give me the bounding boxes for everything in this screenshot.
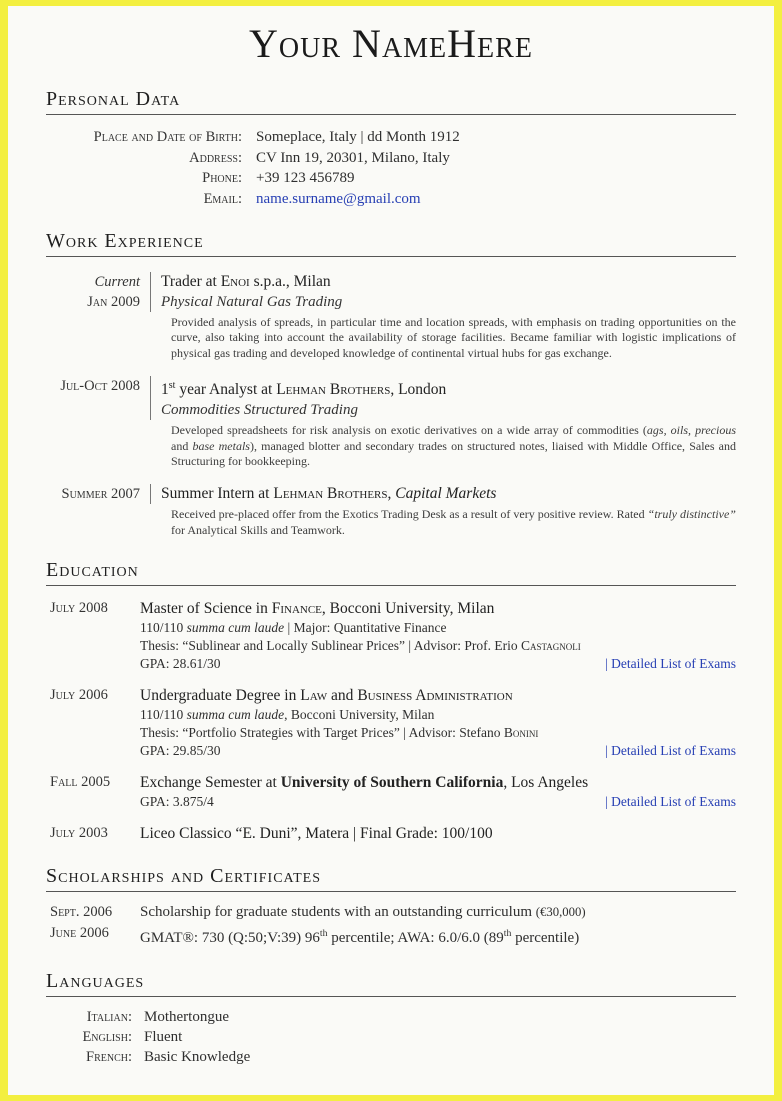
work-title: 1st year Analyst at Lehman Brothers, London <box>161 380 447 399</box>
work-subtitle: Physical Natural Gas Trading <box>161 294 343 310</box>
education-date: July 2008 <box>50 600 108 617</box>
language-label: English: <box>82 1029 132 1046</box>
language-value: Mothertongue <box>144 1009 229 1026</box>
education-entry <box>46 686 736 760</box>
scholarship-date: Sept. 2006 <box>50 904 113 921</box>
scholarship-text: GMAT®: 730 (Q:50;V:39) 96th percentile; AWA: 6.0/6.0 (89th percentile) <box>140 928 580 947</box>
work-date: Summer 2007 <box>61 486 140 503</box>
work-entry-dates <box>46 272 150 312</box>
language-row <box>46 1047 736 1067</box>
education-entry <box>46 824 736 844</box>
personal-data-row <box>46 189 736 210</box>
education-grade-line: 110/110 summa cum laude | Major: Quantitative Finance <box>140 620 447 636</box>
education-entry-body <box>140 599 736 673</box>
education-title: Master of Science in Finance, Bocconi University, Milan <box>140 600 495 618</box>
scholarship-row <box>46 923 736 949</box>
exams-link[interactable]: | Detailed List of Exams <box>605 794 736 810</box>
personal-data-row <box>46 148 736 169</box>
work-description: Provided analysis of spreads, in particular time and location spreads, with emphasis on trading opportunities on the curve, also taking into account the availability of storage facilities. Became familiar with logistic implications of physical gas trading and developed knowledge of continental virtual hubs for gas exchange. <box>171 315 736 360</box>
language-label: Italian: <box>86 1009 132 1026</box>
work-entry-dates <box>46 376 150 420</box>
work-entry <box>46 376 736 469</box>
work-date-current: Current <box>94 274 140 290</box>
work-title: Summer Intern at Lehman Brothers, Capital Markets <box>161 485 497 503</box>
education-date: July 2003 <box>50 825 108 842</box>
education-title: Liceo Classico “E. Duni”, Matera | Final Grade: 100/100 <box>140 825 493 843</box>
work-date: Jul-Oct 2008 <box>60 378 140 395</box>
birth-label: Place and Date of Birth: <box>93 129 242 145</box>
education-entry-body <box>140 773 736 811</box>
scholarships-section <box>46 902 736 949</box>
exams-link[interactable]: | Detailed List of Exams <box>605 656 736 672</box>
gpa-value: GPA: 28.61/30 <box>140 656 221 672</box>
work-entry-header-row <box>46 484 736 504</box>
section-heading-languages: Languages <box>46 970 736 997</box>
education-entry <box>46 773 736 811</box>
education-title: Exchange Semester at University of Southern California, Los Angeles <box>140 774 589 792</box>
personal-data-row <box>46 127 736 148</box>
section-heading-scholarships: Scholarships and Certificates <box>46 865 736 892</box>
phone-value: +39 123 456789 <box>256 170 355 186</box>
address-label: Address: <box>189 149 242 166</box>
scholarship-text: Scholarship for graduate students with an outstanding curriculum (€30,000) <box>140 904 586 921</box>
work-description: Developed spreadsheets for risk analysis on exotic derivatives on a wide array of commodities (ags, oils, precious and base metals), managed blotter and secondary trades on structured notes, liaised with Middle Office, Sales and Structuring for bookkeeping. <box>171 423 737 468</box>
education-date: Fall 2005 <box>50 774 111 791</box>
education-entry <box>46 599 736 673</box>
resume-page <box>8 6 774 1095</box>
email-link[interactable]: name.surname@gmail.com <box>256 190 421 207</box>
language-row <box>46 1027 736 1047</box>
education-title: Undergraduate Degree in Law and Business Administration <box>140 687 513 705</box>
work-entry-head <box>150 272 342 312</box>
scholarship-date: June 2006 <box>50 925 109 942</box>
work-entry-head <box>150 484 496 504</box>
section-heading-education: Education <box>46 559 736 586</box>
work-entry <box>46 272 736 361</box>
section-heading-personal-data: Personal Data <box>46 88 736 115</box>
personal-data-row <box>46 168 736 189</box>
section-heading-work-experience: Work Experience <box>46 230 736 257</box>
education-entry-body <box>140 824 736 844</box>
scholarship-row <box>46 902 736 923</box>
phone-label: Phone: <box>202 170 242 186</box>
name-title: Your NameHere <box>249 21 533 66</box>
personal-data-section <box>46 127 736 209</box>
language-value: Fluent <box>144 1029 183 1046</box>
exams-link[interactable]: | Detailed List of Exams <box>605 743 736 759</box>
language-label: French: <box>86 1049 132 1066</box>
language-value: Basic Knowledge <box>144 1049 251 1066</box>
work-entry-header-row <box>46 272 736 312</box>
education-meta-row <box>140 655 736 673</box>
work-entry <box>46 484 736 538</box>
education-meta-row <box>140 742 736 760</box>
education-grade-line: 110/110 summa cum laude, Bocconi University, Milan <box>140 707 435 723</box>
work-entry-header-row <box>46 376 736 420</box>
gpa-value: GPA: 3.875/4 <box>140 794 214 810</box>
work-entry-dates <box>46 484 150 504</box>
education-entry-body <box>140 686 736 760</box>
work-description: Received pre-placed offer from the Exotics Trading Desk as a result of very positive review. Rated “truly distinctive” for Analytical Skills and Teamwork. <box>171 507 736 537</box>
education-date: July 2006 <box>50 687 108 704</box>
address-value: CV Inn 19, 20301, Milano, Italy <box>256 149 450 166</box>
work-entry-head <box>150 376 446 420</box>
work-title: Trader at Enoi s.p.a., Milan <box>161 273 331 290</box>
education-meta-row <box>140 793 736 811</box>
languages-section <box>46 1007 736 1067</box>
gpa-value: GPA: 29.85/30 <box>140 743 221 759</box>
birth-value: Someplace, Italy | dd Month 1912 <box>256 129 460 145</box>
education-thesis-line: Thesis: “Sublinear and Locally Sublinear Prices” | Advisor: Prof. Erio Castagnoli <box>140 638 581 654</box>
email-label: Email: <box>203 190 242 207</box>
work-date: Jan 2009 <box>87 294 140 310</box>
work-subtitle: Commodities Structured Trading <box>161 402 358 419</box>
education-thesis-line: Thesis: “Portfolio Strategies with Target Prices” | Advisor: Stefano Bonini <box>140 725 539 741</box>
language-row <box>46 1007 736 1027</box>
